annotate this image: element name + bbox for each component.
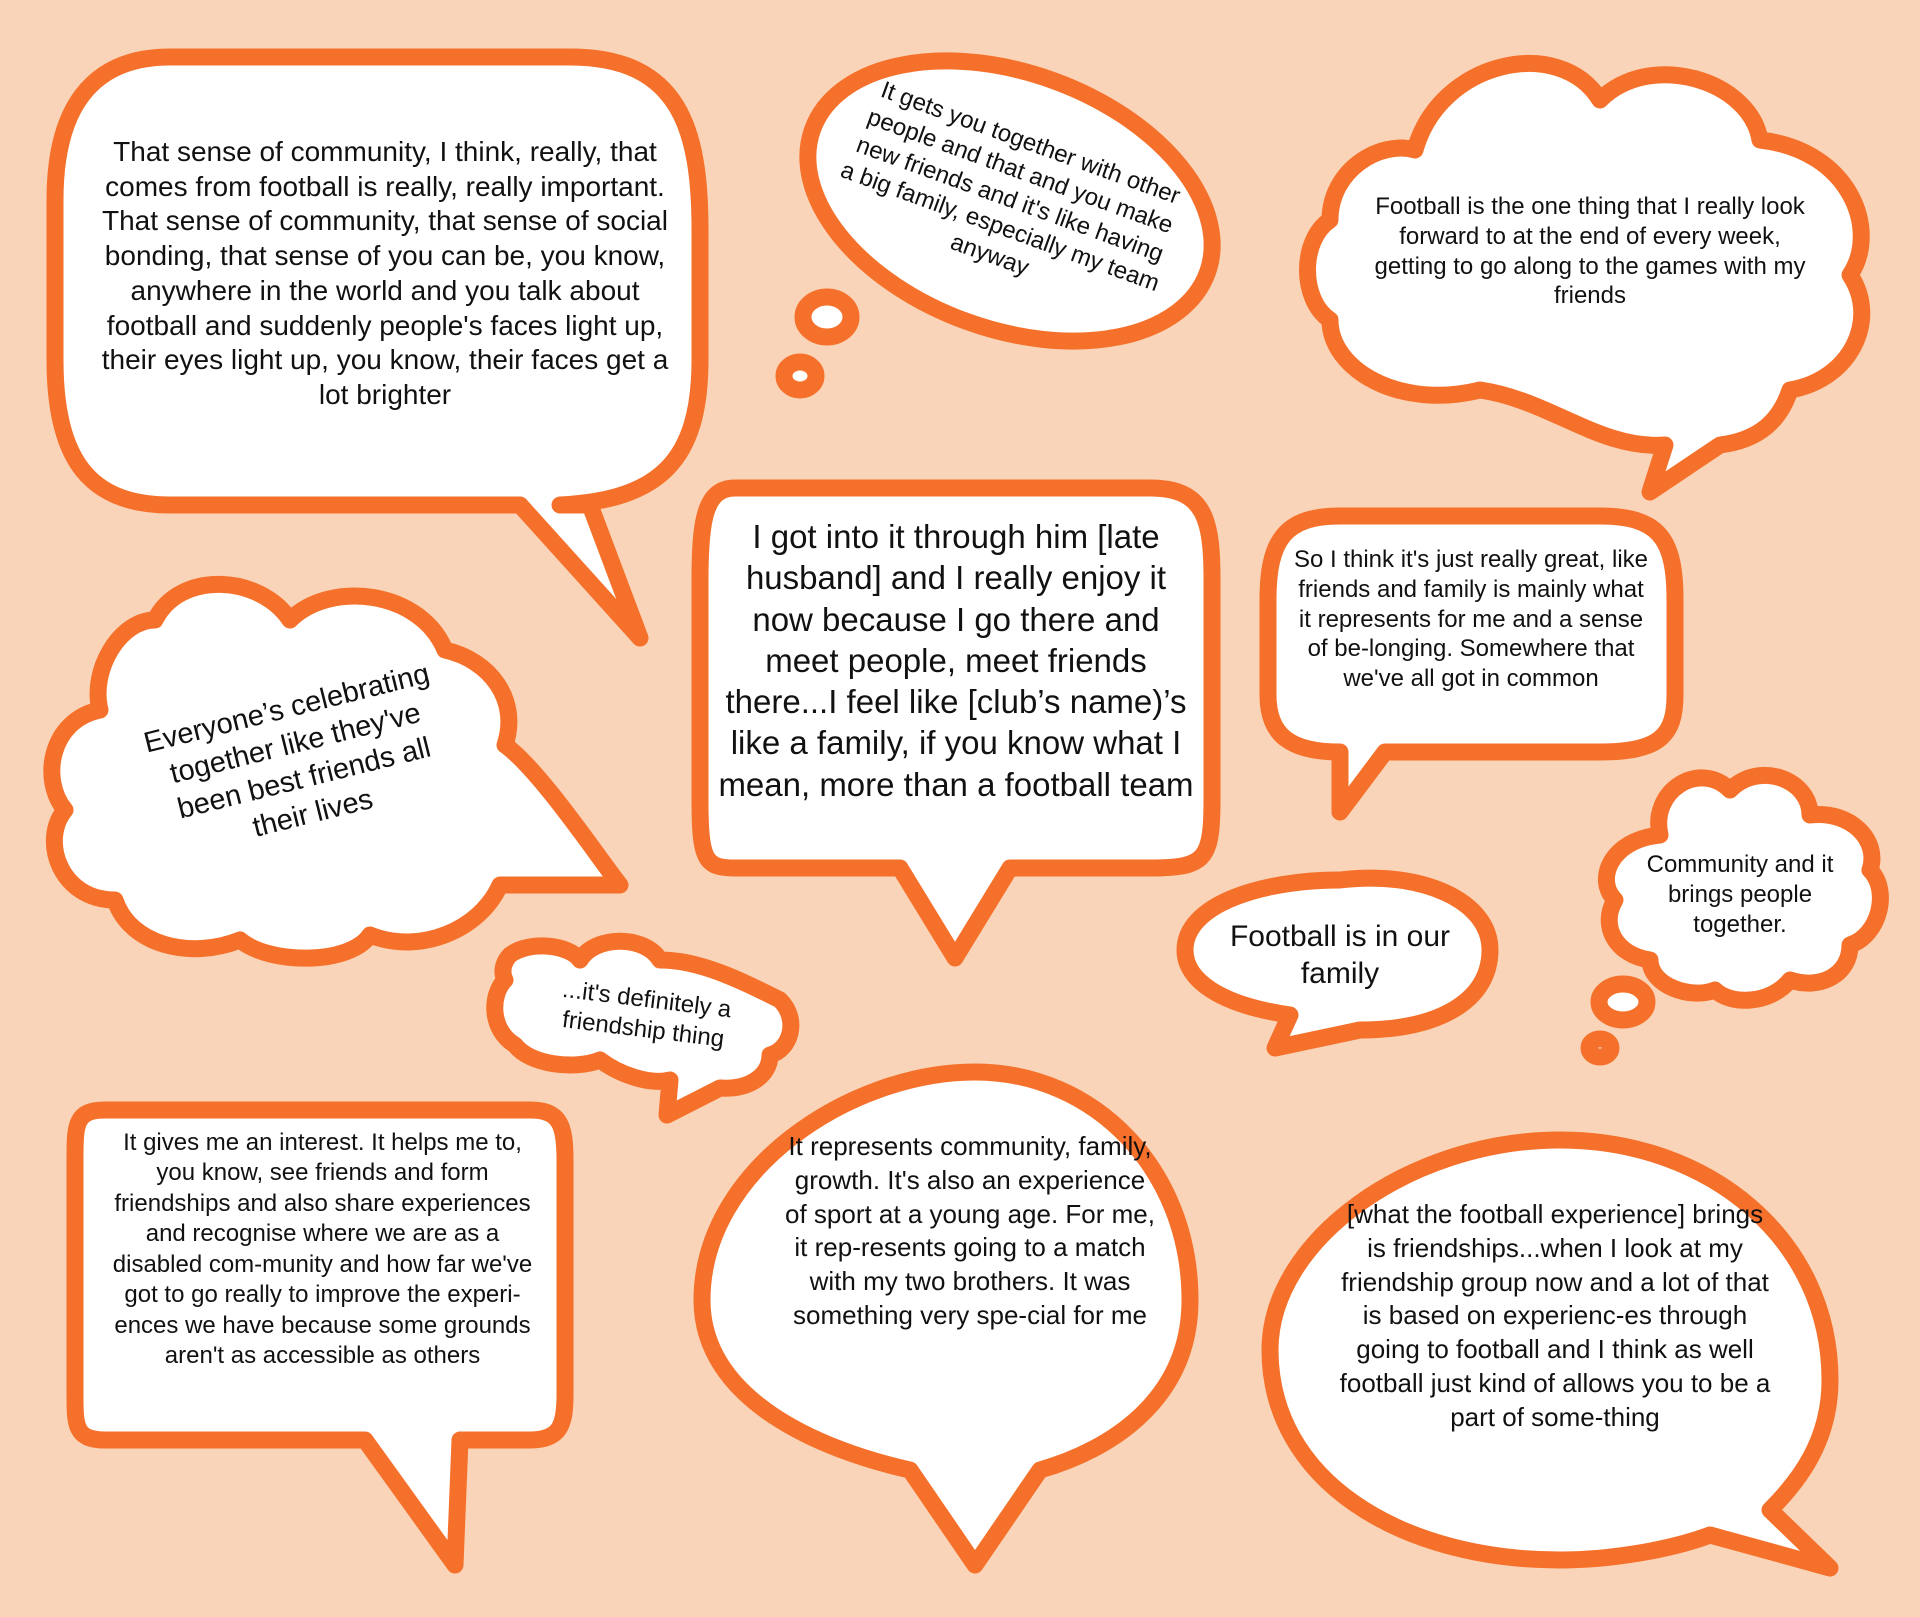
quote-text-q12: [what the football experience] brings is friendships...when I look at my friendship group now and a lot of that is based on experienc-es through going to football and I think as well football just kind of allows you to be a part of some-thing bbox=[1339, 1199, 1771, 1432]
quote-text-q11: It represents community, family, growth. It's also an experience of sport at a young age. For me, it rep-resents going to a match with my two brothers. It was something very spe-cial for me bbox=[785, 1131, 1155, 1330]
quote-text-q7: Football is in our family bbox=[1229, 920, 1451, 991]
quote-text-q4: I got into it through him [late husband] and I really enjoy it now because I go there and meet people, meet friends there...I feel like [club’s name)’s like a family, if you know what I mean, more than a football team bbox=[718, 518, 1194, 803]
quote-text-q10: It gives me an interest. It helps me to, you know, see friends and form friendships and also share experiences and recognise where we are as a disabled com-munity and how far we've got to go really to improve the experi-ences we have because some grounds aren't as accessible as others bbox=[112, 1129, 533, 1370]
quote-text-q2: It gets you together with other people and that and you make new friends and it's like having a big family, especially my team anyway bbox=[836, 76, 1184, 298]
quote-text-q3: Football is the one thing that I really look forward to at the end of every week, getting to go along to the games with my friends bbox=[1374, 193, 1806, 310]
quote-text-q1: That sense of community, I think, really, that comes from football is really, really important. That sense of community, that sense of social bonding, that sense of you can be, you know, anywhere in the world and you talk about football and suddenly people's faces light up, their eyes light up, you know, their faces get a lot brighter bbox=[101, 136, 669, 411]
quote-text-q5: So I think it's just really great, like friends and family is mainly what it represents for me and a sense of be-longing. Somewhere that we've all got in common bbox=[1293, 546, 1649, 692]
quote-text-q9: ...it's definitely a friendship thing bbox=[560, 975, 733, 1053]
quote-text-q8: Community and it brings people together. bbox=[1646, 851, 1834, 938]
quote-text-q6: Everyone’s celebrating together like they've been best friends all their lives bbox=[140, 657, 434, 844]
